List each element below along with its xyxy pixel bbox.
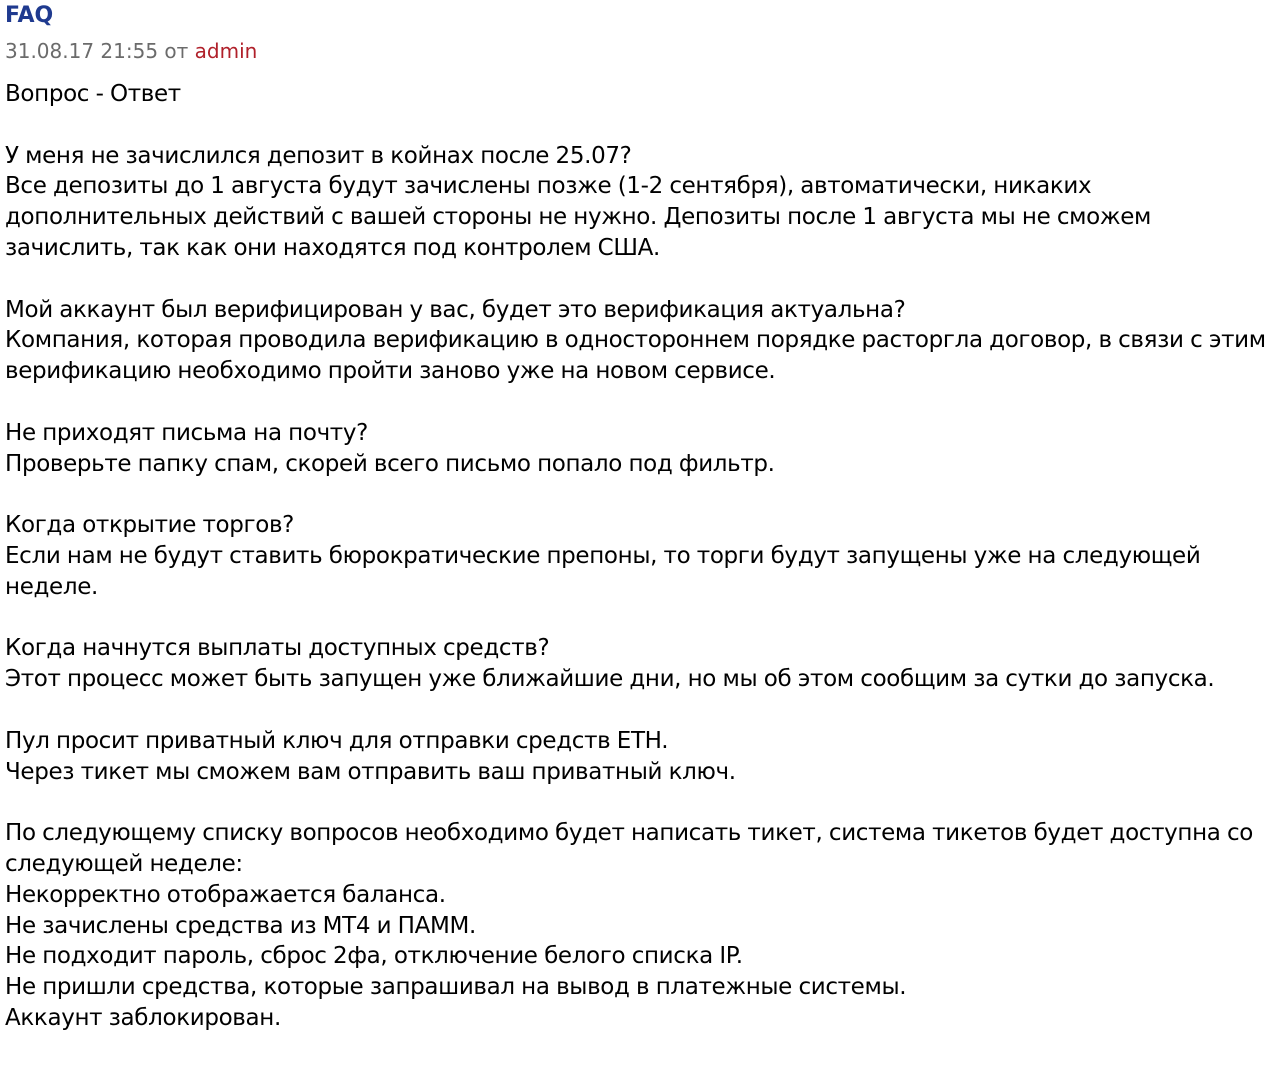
faq-item	[5, 295, 1273, 387]
faq-item	[5, 418, 1273, 480]
ticket-list-item: Не зачислены средства из МТ4 и ПАММ.	[5, 912, 476, 939]
post-author-link[interactable]: admin	[194, 39, 258, 63]
ticket-list-item: Не подходит пароль, сброс 2фа, отключение белого списка IP.	[5, 943, 743, 970]
post-title-link[interactable]: FAQ	[5, 3, 54, 28]
post	[5, 0, 1273, 1034]
ticket-list-item: Не пришли средства, которые запрашивал на вывод в платежные системы.	[5, 974, 907, 1001]
faq-answer: Компания, которая проводила верификацию в одностороннем порядке расторгла договор, в связи с этим верификацию необходимо пройти заново уже на новом сервисе.	[5, 327, 1266, 385]
ticket-section	[5, 818, 1273, 1034]
faq-answer: Через тикет мы сможем вам отправить ваш приватный ключ.	[5, 758, 736, 785]
faq-question: Мой аккаунт был верифицирован у вас, будет это верификация актуальна?	[5, 296, 906, 323]
ticket-list-item: Некорректно отображается баланса.	[5, 881, 446, 908]
post-meta	[5, 36, 1273, 66]
faq-item	[5, 633, 1273, 695]
ticket-intro: По следующему списку вопросов необходимо будет написать тикет, система тикетов будет доступна со следующей неделе:	[5, 820, 1253, 877]
ticket-list-item: Аккаунт заблокирован.	[5, 1004, 281, 1031]
faq-item	[5, 141, 1273, 264]
faq-item	[5, 510, 1273, 602]
faq-question: Когда открытие торгов?	[5, 512, 295, 539]
faq-question: Пул просит приватный ключ для отправки средств ETH.	[5, 727, 669, 754]
faq-item	[5, 726, 1273, 788]
faq-answer: Если нам не будут ставить бюрократические препоны, то торги будут запущены уже на следующей неделе.	[5, 542, 1201, 600]
post-date: 31.08.17 21:55	[5, 39, 159, 63]
faq-answer: Все депозиты до 1 августа будут зачислены позже (1-2 сентября), автоматически, никаких дополнительных действий с вашей стороны не нужно. Депозиты после 1 августа мы не сможем зачислить, так как они находятся под контролем США.	[5, 173, 1152, 261]
post-intro: Вопрос - Ответ	[5, 81, 181, 107]
post-by-label: от	[164, 39, 189, 63]
faq-answer: Этот процесс может быть запущен уже ближайшие дни, но мы об этом сообщим за сутки до запуска.	[5, 666, 1215, 693]
faq-question: Не приходят письма на почту?	[5, 419, 368, 446]
faq-answer: Проверьте папку спам, скорей всего письмо попало под фильтр.	[5, 450, 775, 477]
faq-question: Когда начнутся выплаты доступных средств?	[5, 635, 550, 662]
faq-question: У меня не зачислился депозит в койнах после 25.07?	[5, 142, 632, 169]
post-body	[5, 79, 1273, 1034]
